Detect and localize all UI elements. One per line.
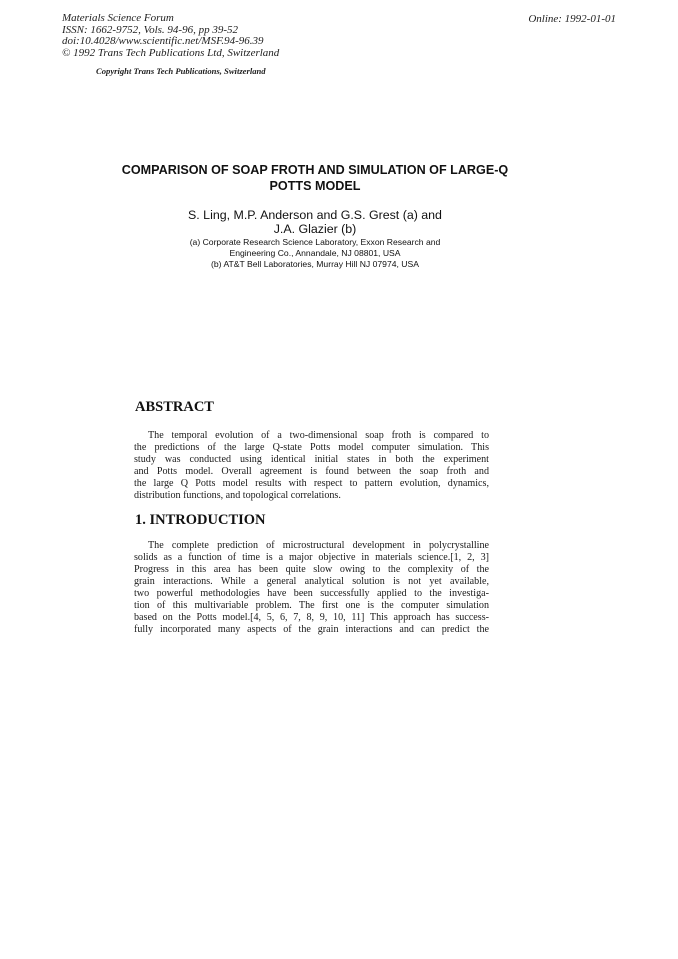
affiliation-line: Engineering Co., Annandale, NJ 08801, USA — [229, 248, 401, 258]
issn-line: ISSN: 1662-9752, Vols. 94-96, pp 39-52 — [62, 23, 238, 36]
intro-line: Progress in this area has been quite slow owing to the complexity of the — [134, 564, 489, 575]
authors-line: J.A. Glazier (b) — [273, 222, 357, 236]
abstract-line: study was conducted using identical initial states in both the experiment — [134, 454, 489, 465]
intro-line: The complete prediction of microstructural development in polycrystalline — [148, 540, 489, 551]
intro-line: grain interactions. While a general analytical solution is not yet available, — [134, 576, 489, 587]
intro-line: based on the Potts model.[4, 5, 6, 7, 8, 9, 10, 11] This approach has success- — [134, 612, 489, 623]
online-date: Online: 1992-01-01 — [528, 13, 616, 25]
intro-line: two powerful methodologies have been successfully applied to the investiga- — [134, 588, 489, 599]
title-line: POTTS MODEL — [269, 179, 361, 193]
introduction-body — [134, 540, 489, 636]
affiliation-line: (a) Corporate Research Science Laboratory, Exxon Research and — [189, 237, 441, 247]
intro-line: fully incorporated many aspects of the grain interactions and can predict the — [134, 624, 489, 635]
title-line: COMPARISON OF SOAP FROTH AND SIMULATION OF LARGE-Q — [121, 163, 509, 177]
copyright-line: © 1992 Trans Tech Publications Ltd, Switzerland — [62, 46, 280, 59]
authors-line: S. Ling, M.P. Anderson and G.S. Grest (a) and — [188, 208, 442, 222]
journal-header — [62, 13, 279, 59]
affiliation-line: (b) AT&T Bell Laboratories, Murray Hill NJ 07974, USA — [211, 259, 419, 269]
copyright-stamp: Copyright Trans Tech Publications, Switzerland — [96, 66, 266, 76]
abstract-line: the predictions of the large Q-state Potts model computer simulation. This — [134, 442, 489, 453]
affiliations — [100, 237, 530, 270]
paper-title — [100, 162, 530, 194]
abstract-line: the large Q Potts model results with respect to pattern evolution, dynamics, — [134, 478, 489, 489]
abstract-line: distribution functions, and topological correlations. — [134, 490, 341, 501]
abstract-line: and Potts model. Overall agreement is found between the soap froth and — [134, 466, 489, 477]
abstract-line: The temporal evolution of a two-dimensional soap froth is compared to — [148, 430, 489, 441]
author-list — [100, 208, 530, 236]
intro-line: solids as a function of time is a major objective in materials science.[1, 2, 3] — [134, 552, 489, 563]
abstract-heading: ABSTRACT — [135, 399, 214, 415]
abstract-body — [134, 430, 489, 502]
journal-name: Materials Science Forum — [62, 12, 174, 24]
intro-line: tion of this multivariable problem. The first one is the computer simulation — [134, 600, 489, 611]
introduction-heading: 1. INTRODUCTION — [135, 512, 266, 528]
doi-line: doi:10.4028/www.scientific.net/MSF.94-96.39 — [62, 35, 264, 48]
